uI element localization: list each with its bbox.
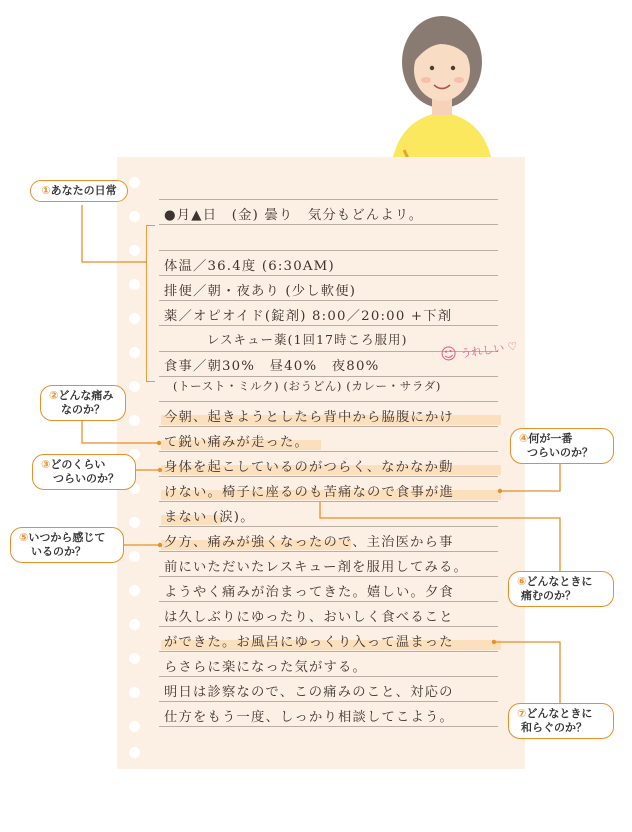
ruled-line: [159, 651, 498, 652]
diary-text-line: らさらに楽になった気がする。: [164, 660, 367, 675]
binder-hole: [129, 279, 140, 290]
callout-when-relieved: [508, 703, 614, 739]
callout-number: ⑥: [517, 575, 527, 588]
callout-label: どんなときに: [526, 707, 593, 720]
diary-rescue-medicine: レスキュー薬(1回17時ころ服用): [207, 333, 408, 347]
daily-bracket: [146, 225, 155, 382]
ruled-line: [159, 526, 498, 527]
diary-bowel: 排便／朝・夜あり (少し軟便): [164, 284, 357, 299]
diary-temperature: 体温／36.4度 (6:30AM): [164, 259, 335, 274]
ruled-line: [159, 451, 498, 452]
diary-text-line: けない。椅子に座るのも苦痛なので食事が進: [164, 485, 454, 500]
ruled-line: [159, 576, 498, 577]
callout-daily-life: [30, 180, 128, 202]
binder-hole: [129, 245, 140, 256]
callout-label: いるのか？: [31, 545, 86, 558]
diary-paper: [117, 157, 525, 769]
ruled-line: [159, 325, 498, 326]
callout-label: つらいのか？: [53, 472, 119, 485]
ruled-line: [159, 726, 498, 727]
ruled-line: [159, 701, 498, 702]
heart-icon: ♡: [506, 339, 519, 354]
binder-hole: [129, 517, 140, 528]
callout-label: どのくらい: [50, 458, 106, 471]
doodle-text: うれしい: [459, 341, 506, 361]
binder-hole: [129, 653, 140, 664]
ruled-line: [159, 676, 498, 677]
callout-label: なのか？: [61, 403, 105, 416]
diary-medicine: 薬／オピオイド(錠剤) 8:00／20:00 +下剤: [164, 309, 453, 324]
diary-text-line: て鋭い痛みが走った。: [164, 435, 309, 450]
diary-text-line: 仕方をもう一度、しっかり相談してこよう。: [164, 710, 454, 725]
callout-label: あなたの日常: [50, 184, 117, 197]
binder-hole: [129, 177, 140, 188]
diary-meal-details: (トースト・ミルク) (おうどん) (カレー・サラダ): [173, 379, 442, 393]
callout-most-painful: [510, 428, 614, 464]
ruled-line: [159, 476, 498, 477]
callout-label: どんなときに: [526, 575, 593, 588]
ruled-line: [159, 551, 498, 552]
binder-hole: [129, 415, 140, 426]
callout-since-when: [10, 527, 124, 563]
callout-label: どんな痛み: [58, 389, 114, 402]
ruled-line: [159, 250, 498, 251]
diary-text-line: 身体を起こしているのがつらく、なかなか動: [164, 460, 454, 475]
callout-label: 和らぐのか？: [521, 721, 587, 734]
callout-what-pain: [40, 385, 126, 421]
binder-hole: [129, 619, 140, 630]
diary-meals: 食事／朝30% 昼40% 夜80%: [164, 359, 380, 374]
woman-illustration: [370, 0, 510, 180]
binder-hole: [129, 211, 140, 222]
diary-text-line: ができた。お風呂にゆっくり入って温まった: [164, 635, 454, 650]
diary-date-line: ●月▲日 (金) 曇り 気分もどんよリ。: [164, 208, 424, 223]
callout-label: 痛むのか？: [521, 589, 576, 602]
diary-text-line: 前にいただいたレスキュー剤を服用してみる。: [164, 560, 469, 575]
diary-text-line: 今朝、起きようとしたら背中から脇腹にかけ: [164, 410, 454, 425]
diary-text-line: まない (涙)。: [164, 510, 255, 525]
callout-how-painful: [32, 454, 136, 490]
binder-hole: [129, 585, 140, 596]
smiley-icon: ☺: [439, 343, 459, 365]
diary-text-line: 明日は診察なので、この痛みのこと、対応の: [164, 685, 454, 700]
binder-hole: [129, 551, 140, 562]
callout-when-hurts: [508, 571, 614, 607]
callout-number: ②: [49, 389, 59, 402]
binder-hole: [129, 687, 140, 698]
binder-hole: [129, 313, 140, 324]
ruled-line: [159, 275, 498, 276]
callout-label: つらいのか？: [527, 446, 593, 459]
callout-number: ①: [41, 184, 51, 197]
ruled-line: [159, 376, 498, 377]
callout-label: いつから感じて: [28, 531, 106, 544]
callout-number: ④: [519, 432, 529, 445]
ruled-line: [159, 224, 498, 225]
callout-number: ⑤: [19, 531, 29, 544]
callout-label: 何が一番: [528, 432, 573, 445]
callout-number: ⑦: [517, 707, 527, 720]
ruled-line: [159, 300, 498, 301]
callout-number: ③: [41, 458, 51, 471]
diary-text-line: は久しぶりにゆったり、おいしく食べること: [164, 610, 454, 625]
diary-text-line: 夕方、痛みが強くなったので、主治医から事: [164, 535, 454, 550]
ruled-line: [159, 626, 498, 627]
ruled-line: [159, 501, 498, 502]
diary-text-line: ようやく痛みが治まってきた。嬉しい。夕食: [164, 585, 454, 600]
ruled-line: [159, 199, 498, 200]
binder-hole: [129, 381, 140, 392]
binder-hole: [129, 747, 140, 758]
binder-hole: [129, 347, 140, 358]
ruled-line: [159, 426, 498, 427]
ruled-line: [159, 601, 498, 602]
ruled-line: [159, 401, 498, 402]
binder-hole: [129, 721, 140, 732]
